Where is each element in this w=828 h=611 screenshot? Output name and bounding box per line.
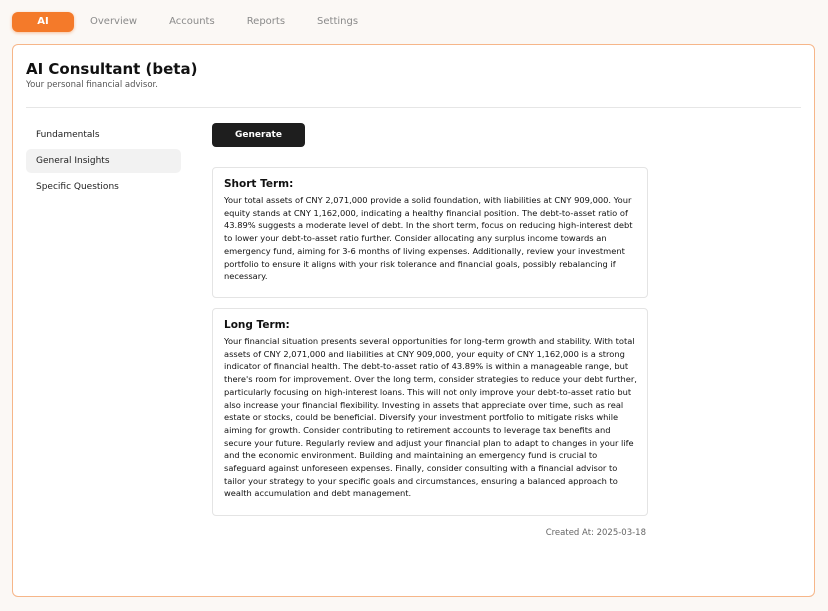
page-title: AI Consultant (beta) bbox=[26, 60, 198, 78]
long-term-panel bbox=[212, 308, 648, 516]
long-term-heading: Long Term: bbox=[224, 319, 290, 331]
top-nav bbox=[12, 12, 374, 32]
sidebar-menu bbox=[26, 123, 181, 201]
short-term-heading: Short Term: bbox=[224, 178, 294, 190]
tab-accounts[interactable]: Accounts bbox=[169, 16, 215, 27]
generate-button[interactable]: Generate bbox=[212, 123, 305, 147]
tab-overview[interactable]: Overview bbox=[90, 16, 138, 27]
page-subtitle: Your personal financial advisor. bbox=[26, 80, 158, 90]
tab-reports[interactable]: Reports bbox=[246, 16, 286, 27]
sidebar-item-general-insights[interactable]: General Insights bbox=[26, 149, 181, 173]
sidebar-item-specific-questions[interactable]: Specific Questions bbox=[36, 182, 119, 192]
ai-consultant-card bbox=[12, 44, 815, 597]
tab-ai[interactable]: AI bbox=[12, 12, 74, 32]
long-term-text: Your financial situation presents several opportunities for long-term growth and stability. With total assets of CNY 2,071,000 and liabilities at CNY 909,000, your equity of CNY 1,162,000 is a strong indicator of financial health. The debt-to-asset ratio of 43.89% is within a manageable range, but there's room for improvement. Over the long term, consider strategies to reduce your debt further, particularly focusing on high-interest loans. This will not only improve your debt-to-asset ratio but also increase your financial flexibility. Investing in assets that appreciate over time, such as real estate or stocks, could be beneficial. Diversify your investment portfolio to mitigate risks while aiming for growth. Consider contributing to retirement accounts to leverage tax benefits and secure your future. Regularly review and adjust your financial plan to adapt to changes in your life and the economic environment. Building and maintaining an emergency fund is crucial to safeguard against unforeseen expenses. Finally, consider consulting with a financial advisor to tailor your strategy to your specific goals and circumstances, ensuring a balanced approach to wealth accumulation and debt management. bbox=[224, 336, 637, 499]
tab-settings[interactable]: Settings bbox=[317, 16, 359, 27]
short-term-panel bbox=[212, 167, 648, 298]
sidebar-item-fundamentals[interactable]: Fundamentals bbox=[36, 130, 100, 140]
created-at-label: Created At: 2025-03-18 bbox=[545, 528, 646, 538]
header-divider bbox=[26, 107, 801, 108]
short-term-text: Your total assets of CNY 2,071,000 provide a solid foundation, with liabilities at CNY 909,000. Your equity stands at CNY 1,162,000, indicating a healthy financial position. The debt-to-asset ratio of 43.89% suggests a moderate level of debt. In the short term, focus on reducing high-interest debt to lower your debt-to-asset ratio further. Consider allocating any surplus income towards an emergency fund, aiming for 3-6 months of living expenses. Additionally, review your investment portfolio to ensure it aligns with your risk tolerance and financial goals, possibly rebalancing if necessary. bbox=[224, 195, 633, 282]
